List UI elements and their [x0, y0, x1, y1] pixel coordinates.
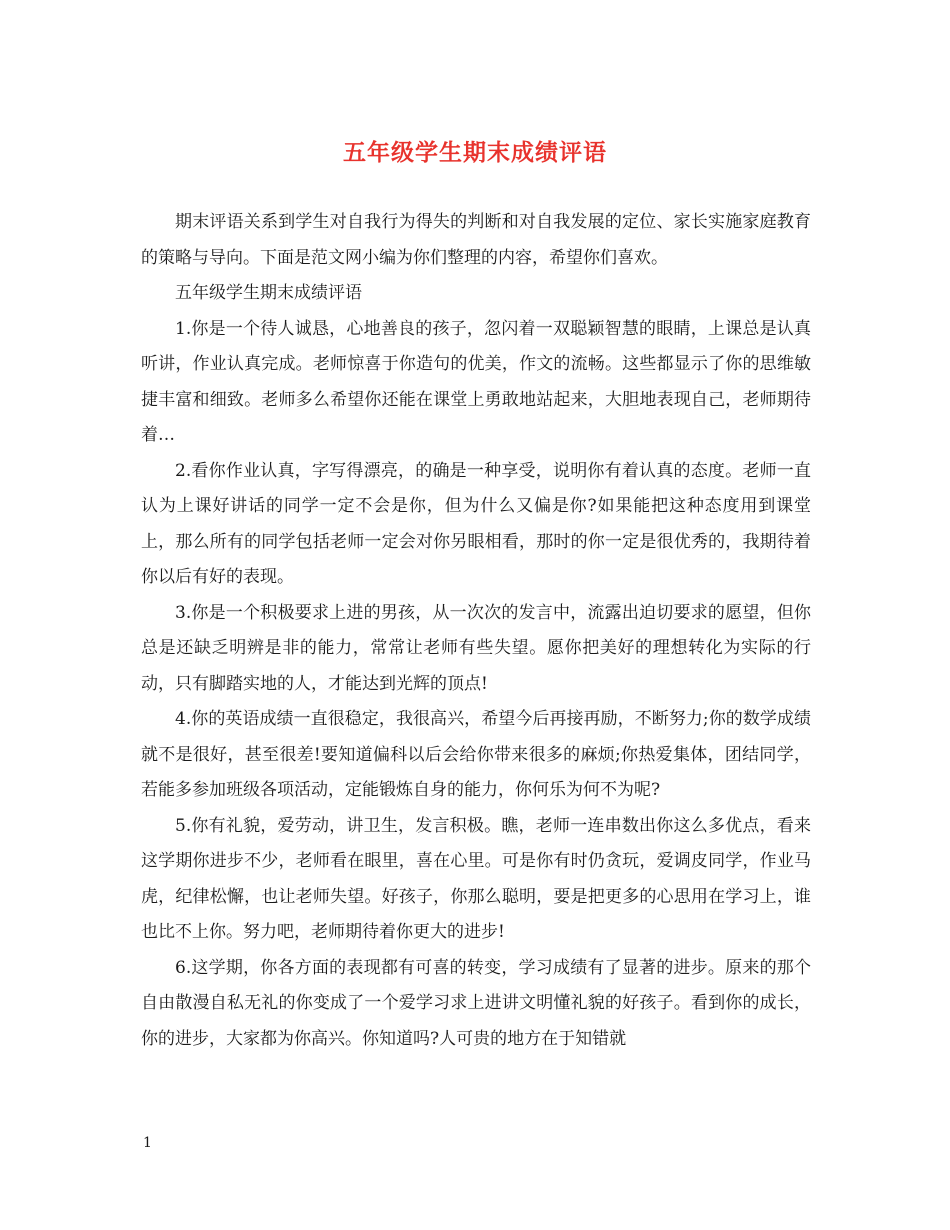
comment-paragraph-6: 6.这学期，你各方面的表现都有可喜的转变，学习成绩有了显著的进步。原来的那个自由散漫自私无礼的你变成了一个爱学习求上进讲文明懂礼貌的好孩子。看到你的成长，你的进步，大家都为你高兴。你知道吗?人可贵的地方在于知错就 — [141, 957, 811, 1049]
section-heading: 五年级学生期末成绩评语 — [175, 283, 362, 303]
comment-paragraph-4: 4.你的英语成绩一直很稳定，我很高兴，希望今后再接再励，不断努力;你的数学成绩就不是很好，甚至很差!要知道偏科以后会给你带来很多的麻烦;你热爱集体，团结同学，若能多参加班级各项活动，定能锻炼自身的能力，你何乐为何不为呢? — [141, 709, 811, 800]
comment-paragraph-3: 3.你是一个积极要求上进的男孩，从一次次的发言中，流露出迫切要求的愿望，但你总是还缺乏明辨是非的能力，常常让老师有些失望。愿你把美好的理想转化为实际的行动，只有脚踏实地的人，才能达到光辉的顶点! — [141, 602, 811, 694]
comment-paragraph-2: 2.看你作业认真，字写得漂亮，的确是一种享受，说明你有着认真的态度。老师一直认为上课好讲话的同学一定不会是你，但为什么又偏是你?如果能把这种态度用到课堂上，那么所有的同学包括老师一定会对你另眼相看，那时的你一定是很优秀的，我期待着你以后有好的表现。 — [141, 460, 811, 587]
document-title: 五年级学生期末成绩评语 — [343, 139, 607, 166]
page-number: 1 — [143, 1135, 152, 1151]
comment-paragraph-1: 1.你是一个待人诚恳，心地善良的孩子，忽闪着一双聪颖智慧的眼睛，上课总是认真听讲，作业认真完成。老师惊喜于你造句的优美，作文的流畅。这些都显示了你的思维敏捷丰富和细致。老师多么希望你还能在课堂上勇敢地站起来，大胆地表现自己，老师期待着… — [141, 318, 811, 445]
document-body — [141, 205, 811, 1057]
comment-paragraph-5: 5.你有礼貌，爱劳动，讲卫生，发言积极。瞧，老师一连串数出你这么多优点，看来这学期你进步不少，老师看在眼里，喜在心里。可是你有时仍贪玩，爱调皮同学，作业马虎，纪律松懈，也让老师失望。好孩子，你那么聪明，要是把更多的心思用在学习上，谁也比不上你。努力吧，老师期待着你更大的进步! — [141, 815, 811, 942]
intro-paragraph: 期末评语关系到学生对自我行为得失的判断和对自我发展的定位、家长实施家庭教育的策略与导向。下面是范文网小编为你们整理的内容，希望你们喜欢。 — [141, 212, 811, 268]
